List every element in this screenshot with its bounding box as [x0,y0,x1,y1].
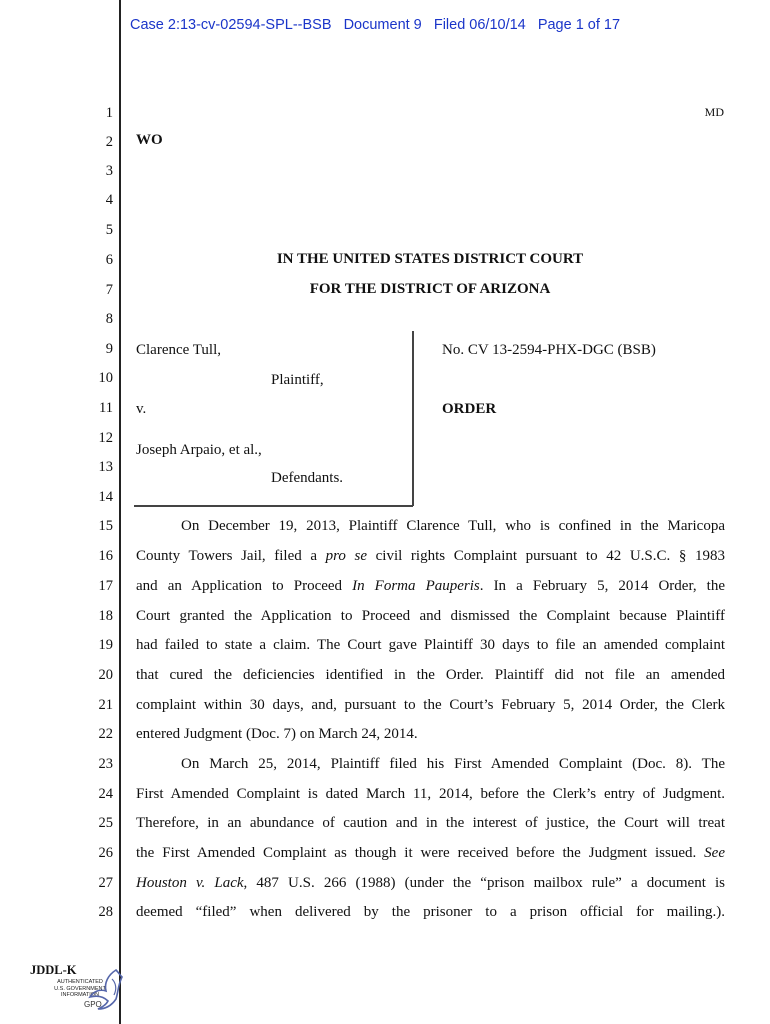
body-line: entered Judgment (Doc. 7) on March 24, 2014. [136,726,418,742]
body-line: Houston v. Lack, 487 U.S. 266 (1988) (under the “prison mailbox rule” a document is [136,875,726,891]
line-number: 25 [98,815,113,831]
line-number: 24 [98,786,113,802]
line-numbers [0,0,113,1024]
line-number: 11 [99,400,113,416]
case-number: No. CV 13-2594-PHX-DGC (BSB) [442,342,656,358]
gpo-label: GPO [84,1000,102,1009]
judge-initials: MD [704,105,724,119]
line-number: 19 [98,637,113,653]
gpo-authentication-text: AUTHENTICATED U.S. GOVERNMENT INFORMATION [54,979,106,998]
line-number: 3 [105,163,113,179]
body-line: Court granted the Application to Proceed and dismissed the Complaint because Plaintiff [136,608,725,624]
line-number: 8 [105,311,113,327]
jddl-code: JDDL-K [30,963,77,977]
italic-text: In Forma Pauperis [352,578,480,594]
caption-vertical-rule [412,331,414,506]
line-number: 16 [98,548,113,564]
body-line: had failed to state a claim. The Court gave Plaintiff 30 days to file an amended complaint [136,637,725,653]
line-number: 13 [98,459,113,475]
line-number: 26 [98,845,113,861]
order-title: ORDER [442,401,497,417]
body-line: Therefore, in an abundance of caution and in the interest of justice, the Court will treat [136,815,725,831]
body-line: and an Application to Proceed In Forma Pauperis. In a February 5, 2014 Order, the [136,578,725,594]
plaintiff-label: Plaintiff, [271,372,324,388]
body-line: complaint within 30 days, and, pursuant to the Court’s February 5, 2014 Order, the Clerk [136,697,725,713]
line-number: 27 [98,875,113,891]
italic-text: pro se [325,548,368,564]
defendant-name: Joseph Arpaio, et al., [136,442,262,458]
line-number: 1 [105,105,113,121]
line-number: 18 [98,608,113,624]
left-margin-rule [119,0,121,1024]
line-number: 20 [98,667,113,683]
body-line: On December 19, 2013, Plaintiff Clarence Tull, who is confined in the Maricopa [181,518,725,534]
body-line: County Towers Jail, filed a pro se civil rights Complaint pursuant to 42 U.S.C. § 1983 [136,548,725,564]
wo-label: WO [136,132,163,148]
court-name-line1: IN THE UNITED STATES DISTRICT COURT [276,251,584,267]
line-number: 28 [98,904,113,920]
versus: v. [136,401,147,417]
line-number: 9 [105,341,113,357]
line-number: 15 [98,518,113,534]
line-number: 21 [98,697,113,713]
body-line: On March 25, 2014, Plaintiff filed his First Amended Complaint (Doc. 8). The [181,756,725,772]
defendant-label: Defendants. [271,470,344,486]
line-number: 5 [105,222,113,238]
line-number: 17 [98,578,113,594]
line-number: 4 [105,192,113,208]
body-line: First Amended Complaint is dated March 11, 2014, before the Clerk’s entry of Judgment. [136,786,725,802]
line-number: 22 [98,726,113,742]
plaintiff-name: Clarence Tull, [136,342,221,358]
line-number: 10 [98,370,113,386]
case-header: Case 2:13-cv-02594-SPL--BSB Document 9 Filed 06/10/14 Page 1 of 17 [130,17,621,33]
line-number: 6 [105,252,113,268]
italic-text: Houston v. Lack [136,875,244,891]
line-number: 12 [98,430,113,446]
body-line: deemed “filed” when delivered by the prisoner to a prison official for mailing.). [136,904,725,920]
line-number: 23 [98,756,113,772]
italic-text: See [704,845,725,861]
court-name-line2: FOR THE DISTRICT OF ARIZONA [309,281,551,297]
body-line: the First Amended Complaint as though it were received before the Judgment issued. See [136,845,725,861]
line-number: 14 [98,489,113,505]
line-number: 7 [105,282,113,298]
line-number: 2 [105,134,113,150]
body-line: that cured the deficiencies identified in the Order. Plaintiff did not file an amended [136,667,725,683]
gpo-eagle-icon [86,967,128,1013]
caption-bottom-rule [134,505,413,507]
